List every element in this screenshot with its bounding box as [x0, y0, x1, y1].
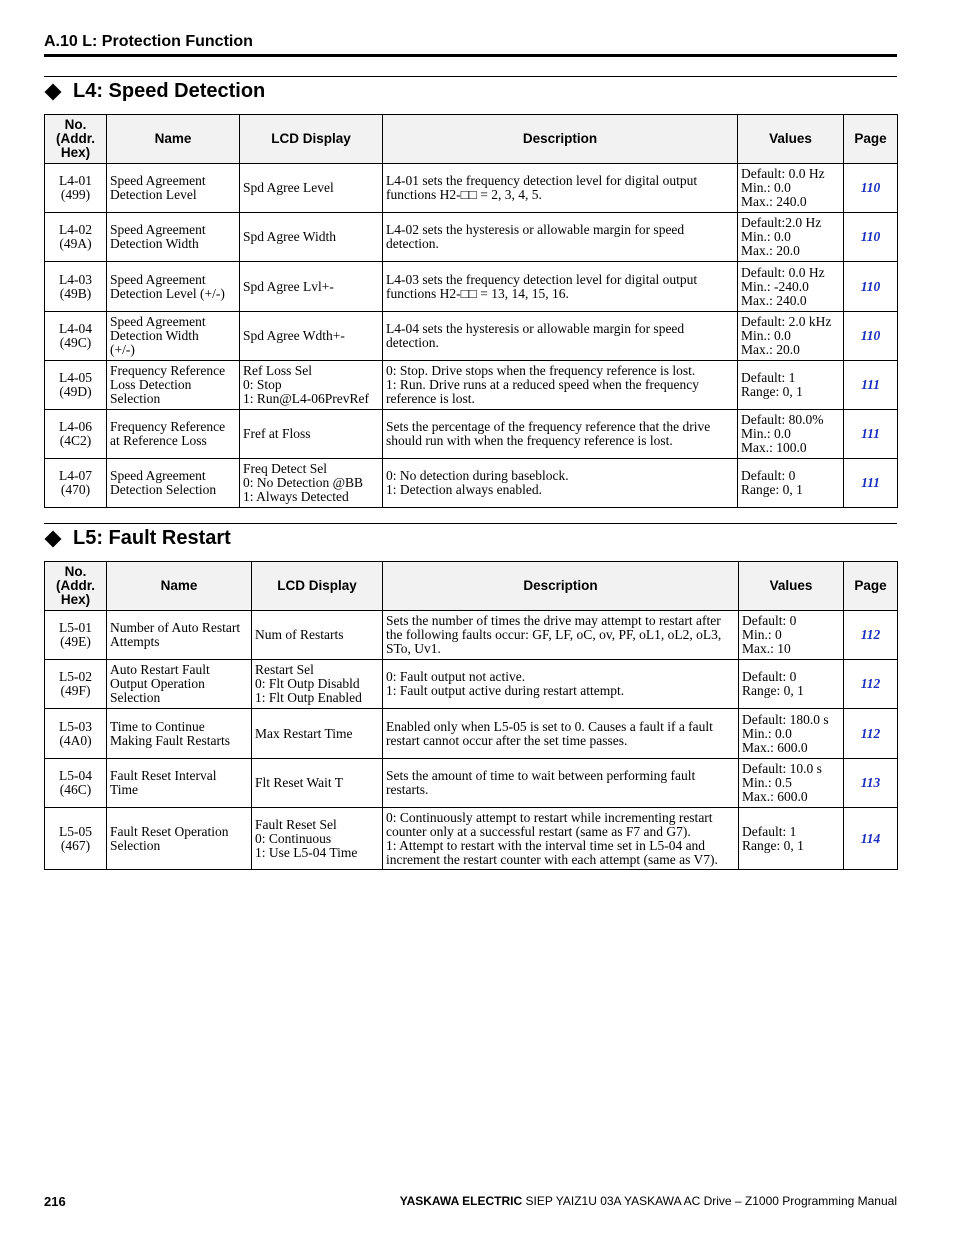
cell-name: [107, 709, 252, 759]
cell-values-line: Default: 0.0 Hz: [741, 166, 825, 181]
cell-values-line: Min.: -240.0: [741, 278, 809, 294]
cell-lcd-display-line: Max Restart Time: [255, 725, 353, 741]
cell-values: [738, 213, 844, 262]
cell-lcd-display-line: 1: Run@L4-06PrevRef: [243, 391, 370, 406]
cell-values-line: Default: 10.0 s: [742, 761, 822, 776]
cell-page-link-line: 112: [860, 676, 881, 691]
cell-lcd-display-line: 1: Use L5-04 Time: [255, 844, 358, 860]
cell-page-link-line: 112: [860, 627, 881, 642]
cell-page-link[interactable]: [844, 262, 898, 312]
cell-lcd-display: [252, 709, 383, 759]
cell-description-line: L4-02 sets the hysteresis or allowable margin for speed: [386, 222, 685, 237]
cell-name-line: at Reference Loss: [110, 433, 207, 448]
table-row: [45, 410, 898, 459]
cell-lcd-display: [252, 660, 383, 709]
cell-name-line: Loss Detection: [110, 377, 192, 392]
cell-page-link[interactable]: [844, 808, 898, 870]
cell-name-line: Attempts: [110, 634, 160, 649]
cell-values-line: Max.: 20.0: [741, 243, 800, 258]
cell-name-line: (+/-): [110, 342, 135, 357]
cell-lcd-display-line: Spd Agree Level: [243, 180, 334, 195]
cell-values-line: Default: 0.0 Hz: [741, 264, 825, 280]
section-title-l5: [44, 527, 231, 550]
col-header-values: Values: [739, 562, 844, 611]
table-row: [45, 312, 898, 361]
cell-page-link[interactable]: [844, 660, 898, 709]
cell-name-line: Output Operation: [110, 676, 205, 691]
col-header-values: Values: [738, 115, 844, 164]
cell-param-no-line: (499): [60, 187, 91, 202]
cell-param-no: [45, 660, 107, 709]
cell-lcd-display-line: Spd Agree Lvl+-: [243, 278, 334, 294]
cell-name-line: Selection: [110, 837, 161, 853]
cell-name: [107, 361, 240, 410]
cell-description-line: the following faults occur: GF, LF, oC, ov, PF, oL1, oL2, oL3,: [386, 627, 722, 642]
cell-description-line: functions H2-□□ = 2, 3, 4, 5.: [386, 187, 542, 202]
cell-param-no-line: (49B): [59, 285, 92, 301]
cell-lcd-display-line: 0: No Detection @BB: [243, 475, 364, 490]
cell-page-link[interactable]: [844, 164, 898, 213]
cell-values: [738, 459, 844, 508]
cell-name: [107, 410, 240, 459]
cell-description: [383, 759, 739, 808]
cell-values-line: Min.: 0.0: [741, 229, 791, 244]
cell-description-line: Sets the number of times the drive may attempt to restart after: [386, 613, 721, 628]
col-header-page: Page: [844, 562, 898, 611]
cell-lcd-display-line: Flt Reset Wait T: [255, 775, 344, 790]
section-title-text: L4: Speed Detection: [73, 80, 266, 102]
cell-param-no: [45, 262, 107, 312]
cell-param-no: [45, 709, 107, 759]
cell-param-no: [45, 410, 107, 459]
cell-description: [383, 213, 738, 262]
header-rule: [44, 54, 897, 57]
cell-description-line: should run with when the frequency reference is lost.: [386, 433, 673, 448]
cell-name-line: Fault Reset Operation: [110, 823, 229, 839]
cell-description: [383, 361, 738, 410]
cell-param-no: [45, 808, 107, 870]
cell-param-no: [45, 164, 107, 213]
cell-description-line: 0: Fault output not active.: [386, 669, 526, 684]
col-header-name: Name: [107, 115, 240, 164]
cell-values-line: Min.: 0.0: [742, 725, 792, 741]
cell-values-line: Max.: 20.0: [741, 342, 800, 357]
cell-values: [739, 709, 844, 759]
cell-lcd-display: [240, 312, 383, 361]
cell-name: [107, 808, 252, 870]
cell-param-no-line: (4A0): [59, 732, 92, 748]
cell-name: [107, 164, 240, 213]
cell-lcd-display-line: Restart Sel: [255, 662, 314, 677]
cell-lcd-display-line: Freq Detect Sel: [243, 461, 327, 476]
cell-lcd-display-line: Ref Loss Sel: [243, 363, 312, 378]
col-header-description: Description: [383, 115, 738, 164]
page-number: 216: [44, 1194, 66, 1209]
cell-page-link-line: 112: [860, 725, 881, 741]
cell-name-line: Auto Restart Fault: [110, 662, 210, 677]
cell-param-no-line: L4-03: [59, 271, 92, 287]
cell-page-link-line: 111: [861, 426, 880, 441]
cell-param-no-line: L4-04: [59, 321, 92, 336]
cell-page-link[interactable]: [844, 361, 898, 410]
cell-values-line: Default:2.0 Hz: [741, 215, 822, 230]
cell-name-line: Speed Agreement: [110, 271, 206, 287]
cell-param-no: [45, 213, 107, 262]
cell-lcd-display: [252, 759, 383, 808]
cell-name-line: Detection Selection: [110, 482, 217, 497]
cell-param-no-line: (49E): [60, 634, 91, 649]
table-row: [45, 660, 898, 709]
parameter-table-l4: [44, 114, 898, 508]
cell-param-no-line: L5-01: [59, 620, 92, 635]
cell-name-line: Number of Auto Restart: [110, 620, 241, 635]
cell-lcd-display-line: Fref at Floss: [243, 426, 311, 441]
cell-name-line: Making Fault Restarts: [110, 732, 230, 748]
cell-name-line: Selection: [110, 690, 161, 705]
cell-param-no-line: L4-05: [59, 370, 92, 385]
table-row: [45, 361, 898, 410]
cell-values-line: Min.: 0: [742, 627, 782, 642]
cell-values-line: Min.: 0.5: [742, 775, 792, 790]
cell-lcd-display: [240, 410, 383, 459]
cell-param-no-line: (49A): [59, 236, 92, 251]
cell-description-line: L4-03 sets the frequency detection level for digital output: [386, 271, 698, 287]
table-row: [45, 262, 898, 312]
cell-description-line: detection.: [386, 335, 439, 350]
cell-values-line: Max.: 100.0: [741, 440, 807, 455]
cell-param-no-line: (49F): [60, 683, 91, 698]
table-row: [45, 213, 898, 262]
cell-name-line: Time: [110, 782, 139, 797]
cell-param-no: [45, 759, 107, 808]
cell-description: [383, 410, 738, 459]
cell-description: [383, 262, 738, 312]
table-row: [45, 164, 898, 213]
cell-param-no-line: L5-03: [59, 718, 92, 734]
cell-lcd-display-line: Fault Reset Sel: [255, 816, 337, 832]
cell-values-line: Range: 0, 1: [741, 384, 803, 399]
cell-name-line: Speed Agreement: [110, 173, 206, 188]
cell-lcd-display: [240, 262, 383, 312]
cell-values-line: Default: 2.0 kHz: [741, 314, 832, 329]
col-header-no: No. (Addr. Hex): [45, 562, 107, 611]
cell-description-line: restarts.: [386, 782, 429, 797]
cell-description: [383, 808, 739, 870]
cell-param-no-line: L4-01: [59, 173, 92, 188]
cell-values: [738, 164, 844, 213]
section-title-text: L5: Fault Restart: [73, 527, 231, 549]
cell-lcd-display-line: 1: Flt Outp Enabled: [255, 690, 362, 705]
cell-name: [107, 262, 240, 312]
footer-doc-title: [400, 1194, 897, 1208]
table-header-row: [45, 562, 898, 611]
cell-page-link[interactable]: [844, 611, 898, 660]
cell-param-no-line: (49D): [59, 384, 92, 399]
section-title-l4: [44, 80, 265, 103]
footer-brand: YASKAWA ELECTRIC: [399, 1194, 523, 1208]
cell-description-line: increment the restart counter with each attempt (same as V7).: [386, 851, 718, 867]
cell-lcd-display: [252, 808, 383, 870]
cell-values-line: Range: 0, 1: [742, 683, 804, 698]
cell-param-no-line: (4C2): [59, 433, 92, 448]
table-row: [45, 759, 898, 808]
cell-description-line: 0: No detection during baseblock.: [386, 468, 569, 483]
cell-page-link[interactable]: [844, 312, 898, 361]
diamond-bullet-icon: [45, 83, 62, 100]
cell-description-line: 0: Stop. Drive stops when the frequency reference is lost.: [386, 363, 696, 378]
cell-page-link[interactable]: [844, 213, 898, 262]
parameter-table-l5: [44, 561, 898, 870]
cell-name: [107, 611, 252, 660]
cell-values-line: Default: 80.0%: [741, 412, 824, 427]
cell-values-line: Max.: 10: [742, 641, 791, 656]
table-row: [45, 709, 898, 759]
col-header-name: Name: [107, 562, 252, 611]
table-body-l5: [45, 611, 898, 870]
cell-values-line: Default: 1: [742, 823, 797, 839]
cell-name-line: Frequency Reference: [110, 363, 226, 378]
cell-description-line: Enabled only when L5-05 is set to 0. Causes a fault if a fault: [386, 718, 713, 734]
cell-param-no: [45, 361, 107, 410]
col-header-page: Page: [844, 115, 898, 164]
cell-param-no-line: (470): [60, 482, 91, 497]
cell-page-link-line: 110: [860, 229, 881, 244]
cell-name: [107, 312, 240, 361]
cell-description: [383, 611, 739, 660]
cell-description-line: reference is lost.: [386, 391, 475, 406]
cell-description-line: STo, Uv1.: [386, 641, 441, 656]
cell-lcd-display-line: Spd Agree Wdth+-: [243, 328, 345, 343]
cell-page-link[interactable]: [844, 759, 898, 808]
col-header-lcd: LCD Display: [252, 562, 383, 611]
cell-values: [738, 361, 844, 410]
cell-values-line: Max.: 240.0: [741, 292, 807, 308]
cell-values-line: Min.: 0.0: [741, 328, 791, 343]
cell-values: [738, 262, 844, 312]
cell-name: [107, 759, 252, 808]
cell-param-no-line: L4-07: [59, 468, 92, 483]
cell-page-link[interactable]: [844, 459, 898, 508]
cell-name-line: Detection Width: [110, 328, 199, 343]
cell-lcd-display: [240, 459, 383, 508]
cell-values: [739, 808, 844, 870]
cell-description-line: 1: Detection always enabled.: [386, 482, 542, 497]
cell-page-link[interactable]: [844, 410, 898, 459]
cell-param-no-line: (46C): [59, 782, 92, 797]
cell-lcd-display-line: Num of Restarts: [255, 627, 344, 642]
cell-description: [383, 660, 739, 709]
cell-name-line: Selection: [110, 391, 161, 406]
cell-lcd-display: [240, 164, 383, 213]
cell-description-line: restart cannot occur after the set time passes.: [386, 732, 628, 748]
cell-values: [739, 611, 844, 660]
diamond-bullet-icon: [45, 530, 62, 547]
cell-values: [738, 410, 844, 459]
cell-values: [739, 759, 844, 808]
cell-param-no-line: L5-05: [59, 823, 92, 839]
cell-param-no: [45, 459, 107, 508]
table-body-l4: [45, 164, 898, 508]
cell-values-line: Max.: 600.0: [742, 739, 808, 755]
table-row: [45, 459, 898, 508]
cell-param-no: [45, 611, 107, 660]
cell-page-link-line: 114: [860, 830, 881, 846]
cell-name-line: Speed Agreement: [110, 222, 206, 237]
cell-description: [383, 459, 738, 508]
col-header-no: No. (Addr. Hex): [45, 115, 107, 164]
section-rule-l4: [44, 76, 897, 77]
cell-name-line: Detection Width: [110, 236, 199, 251]
cell-lcd-display-line: 0: Continuous: [255, 830, 332, 846]
cell-name: [107, 459, 240, 508]
cell-name-line: Time to Continue: [110, 718, 205, 734]
cell-param-no-line: L4-06: [59, 419, 92, 434]
cell-lcd-display: [240, 213, 383, 262]
cell-description: [383, 164, 738, 213]
footer-doc: SIEP YAIZ1U 03A YASKAWA AC Drive – Z1000 Programming Manual: [522, 1194, 897, 1208]
cell-values-line: Default: 0: [741, 468, 796, 483]
cell-description-line: 1: Attempt to restart with the interval time set in L5-04 and: [386, 837, 706, 853]
table-row: [45, 611, 898, 660]
cell-values-line: Range: 0, 1: [742, 837, 804, 853]
page-header-title: A.10 L: Protection Function: [44, 33, 253, 50]
cell-values: [739, 660, 844, 709]
cell-name-line: Detection Level: [110, 187, 197, 202]
table-row: [45, 808, 898, 870]
cell-name-line: Fault Reset Interval: [110, 768, 217, 783]
cell-description-line: 1: Fault output active during restart attempt.: [386, 683, 625, 698]
cell-values-line: Min.: 0.0: [741, 180, 791, 195]
cell-values-line: Default: 0: [742, 613, 797, 628]
cell-values-line: Default: 180.0 s: [742, 711, 829, 727]
cell-page-link-line: 110: [860, 180, 881, 195]
cell-param-no-line: (49C): [59, 335, 92, 350]
cell-description-line: L4-01 sets the frequency detection level for digital output: [386, 173, 698, 188]
cell-values: [738, 312, 844, 361]
cell-description-line: 1: Run. Drive runs at a reduced speed when the frequency: [386, 377, 700, 392]
cell-description-line: L4-04 sets the hysteresis or allowable margin for speed: [386, 321, 685, 336]
cell-name: [107, 660, 252, 709]
cell-page-link-line: 110: [860, 328, 881, 343]
cell-param-no-line: L5-02: [59, 669, 92, 684]
cell-page-link-line: 111: [861, 475, 880, 490]
cell-page-link-line: 110: [860, 278, 881, 294]
cell-description-line: 0: Continuously attempt to restart while incrementing restart: [386, 809, 713, 825]
col-header-lcd: LCD Display: [240, 115, 383, 164]
cell-name-line: Speed Agreement: [110, 468, 206, 483]
cell-page-link-line: 111: [861, 377, 880, 392]
cell-description-line: Sets the percentage of the frequency reference that the drive: [386, 419, 711, 434]
cell-lcd-display: [240, 361, 383, 410]
cell-description-line: detection.: [386, 236, 439, 251]
cell-param-no-line: (467): [60, 837, 91, 853]
cell-values-line: Min.: 0.0: [741, 426, 791, 441]
cell-values-line: Max.: 240.0: [741, 194, 807, 209]
cell-description: [383, 709, 739, 759]
cell-values-line: Default: 1: [741, 370, 796, 385]
cell-name-line: Speed Agreement: [110, 314, 206, 329]
cell-lcd-display: [252, 611, 383, 660]
cell-lcd-display-line: 1: Always Detected: [243, 489, 349, 504]
cell-name-line: Detection Level (+/-): [110, 285, 225, 301]
cell-description-line: counter only at a successful restart (same as F7 and G7).: [386, 823, 691, 839]
cell-values-line: Default: 0: [742, 669, 797, 684]
cell-lcd-display-line: Spd Agree Width: [243, 229, 336, 244]
cell-param-no-line: L5-04: [59, 768, 92, 783]
cell-lcd-display-line: 0: Stop: [243, 377, 282, 392]
cell-name: [107, 213, 240, 262]
cell-param-no-line: L4-02: [59, 222, 92, 237]
cell-description-line: Sets the amount of time to wait between performing fault: [386, 768, 696, 783]
cell-lcd-display-line: 0: Flt Outp Disabld: [255, 676, 360, 691]
cell-page-link-line: 113: [860, 775, 881, 790]
cell-param-no: [45, 312, 107, 361]
table-header-row: [45, 115, 898, 164]
cell-description: [383, 312, 738, 361]
cell-name-line: Frequency Reference: [110, 419, 226, 434]
cell-description-line: functions H2-□□ = 13, 14, 15, 16.: [386, 285, 569, 301]
cell-values-line: Max.: 600.0: [742, 789, 808, 804]
section-rule-l5: [44, 523, 897, 524]
cell-values-line: Range: 0, 1: [741, 482, 803, 497]
cell-page-link[interactable]: [844, 709, 898, 759]
col-header-description: Description: [383, 562, 739, 611]
